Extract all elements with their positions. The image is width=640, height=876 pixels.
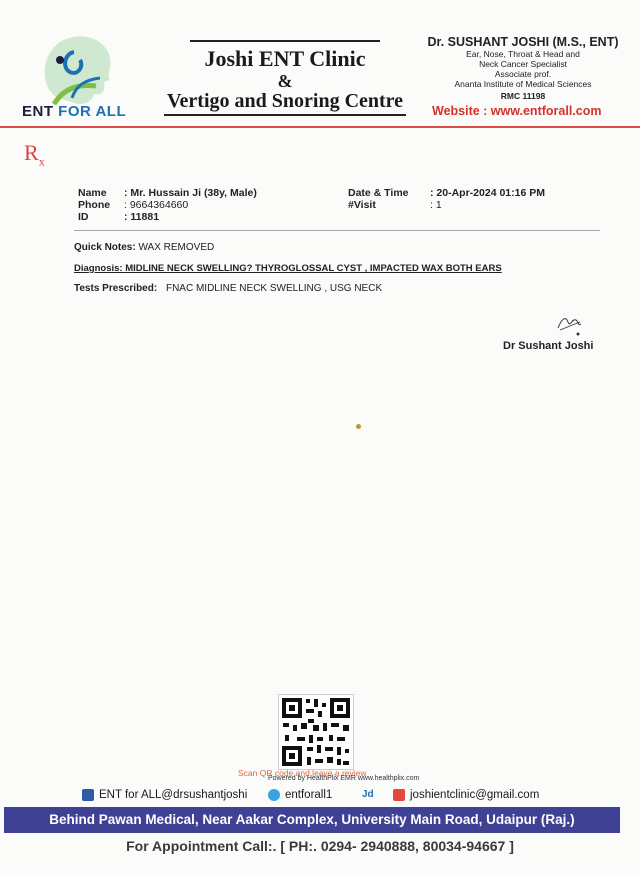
diagnosis [74, 263, 502, 274]
patient-info [78, 187, 257, 223]
visit-label: #Visit [348, 199, 376, 211]
quick-notes-label: Quick Notes: [74, 242, 136, 253]
clinic-name: Joshi ENT Clinic [204, 46, 366, 71]
gmail-icon [393, 789, 405, 801]
quick-notes-value: WAX REMOVED [138, 242, 215, 253]
doctor-name: Dr. SUSHANT JOSHI (M.S., ENT) [427, 35, 619, 49]
logo-text-for-all: FOR ALL [58, 103, 127, 120]
id-value: : 11881 [124, 211, 160, 223]
justdial-icon[interactable]: Jd [362, 789, 374, 800]
phone-value: : 9664364660 [124, 199, 189, 211]
twitter-handle[interactable]: entforall1 [268, 789, 332, 801]
clinic-ampersand: & [277, 71, 293, 91]
logo-text [22, 103, 126, 120]
website-link[interactable]: Website : www.entforall.com [432, 104, 602, 118]
signature-icon [554, 312, 584, 336]
address-band: Behind Pawan Medical, Near Aakar Complex, University Main Road, Udaipur (Raj.) [4, 807, 620, 833]
clinic-subtitle: Vertigo and Snoring Centre [166, 90, 404, 112]
phone-label: Phone [78, 199, 111, 211]
doctor-specialty-1: Ear, Nose, Throat & Head and [466, 49, 580, 59]
signature-name: Dr Sushant Joshi [503, 340, 594, 352]
doctor-rmc: RMC 11198 [500, 91, 546, 101]
scan-qr-text: Scan QR code and leave a review [238, 768, 367, 778]
date-value: : 20-Apr-2024 01:16 PM [430, 187, 545, 199]
doctor-specialty-4: Ananta Institute of Medical Sciences [454, 79, 592, 89]
date-label: Date & Time [348, 187, 409, 199]
logo-text-ent: ENT [22, 103, 59, 120]
tests-value: FNAC MIDLINE NECK SWELLING , USG NECK [165, 283, 383, 294]
visit-value: : 1 [430, 199, 442, 211]
doctor-block [424, 35, 622, 118]
clinic-name-block [160, 40, 410, 116]
header-divider [0, 126, 640, 128]
info-divider [74, 230, 600, 231]
doctor-specialty-3: Associate prof. [494, 69, 552, 79]
appointment-line: For Appointment Call:. [ PH:. 0294- 2940888, 80034-94667 ] [126, 838, 514, 854]
facebook-handle[interactable]: ENT for ALL@drsushantjoshi [82, 789, 247, 801]
powered-by-text: Powered by HealthPlix EMR www.healthplix.com [268, 775, 420, 782]
diagnosis-text: Diagnosis: MIDLINE NECK SWELLING? THYROGLOSSAL CYST , IMPACTED WAX BOTH EARS [74, 263, 502, 274]
id-label: ID [78, 211, 89, 223]
clinic-bottom-rule [164, 114, 406, 116]
name-value: : Mr. Hussain Ji (38y, Male) [124, 187, 257, 199]
quick-notes [74, 242, 214, 253]
name-label: Name [78, 187, 107, 199]
twitter-icon [268, 789, 280, 801]
clinic-top-rule [190, 40, 380, 42]
tests-prescribed [74, 283, 382, 294]
email-address[interactable]: joshientclinic@gmail.com [393, 789, 539, 801]
doctor-specialty-2: Neck Cancer Specialist [479, 59, 567, 69]
facebook-icon [82, 789, 94, 801]
qr-code-icon[interactable] [278, 694, 354, 770]
visit-info [348, 187, 545, 211]
tests-label: Tests Prescribed: [74, 283, 158, 294]
rx-symbol-icon: $R_x$ [24, 140, 45, 169]
paper-mark [356, 424, 361, 429]
